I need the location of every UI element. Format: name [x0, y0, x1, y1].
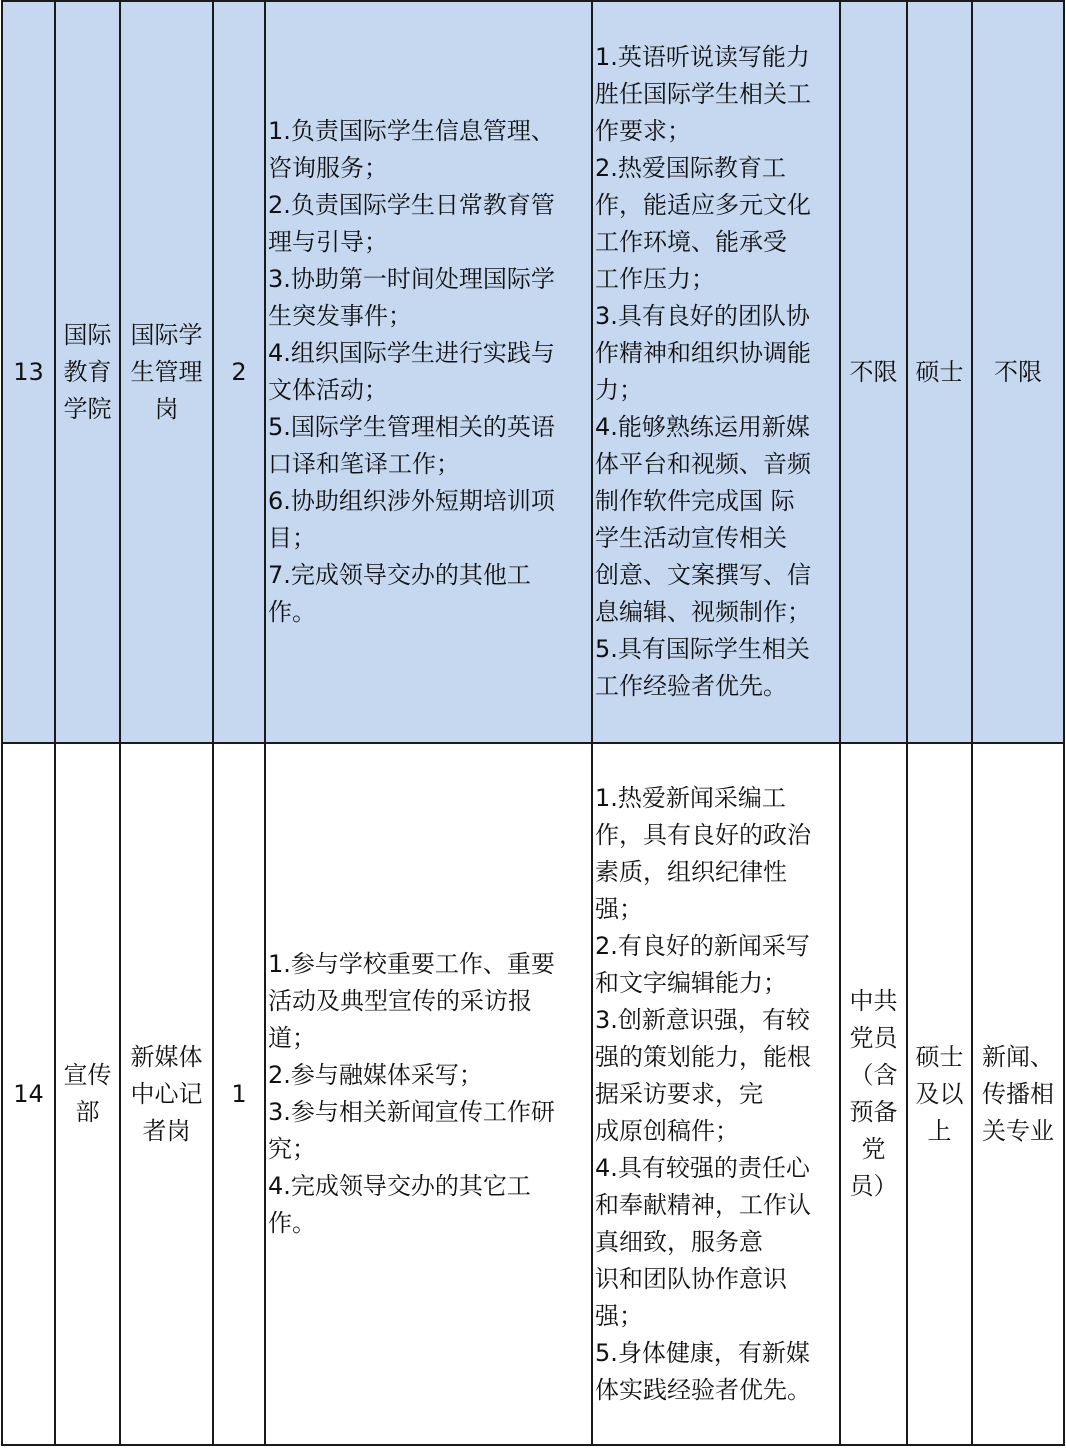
row-number-cell [2, 743, 55, 1445]
table-row [2, 743, 1064, 1445]
headcount: 1 [231, 1079, 247, 1108]
position-cell: 新媒体 中心记 者岗 [120, 743, 213, 1445]
row-number: 13 [13, 357, 44, 386]
major-cell: 不限 [972, 1, 1064, 743]
headcount-cell [213, 1, 265, 743]
department-cell: 国际 教育 学院 [55, 1, 120, 743]
row-number-cell [2, 1, 55, 743]
political-status-cell: 中共 党员 （含 预备 党 员） [840, 743, 907, 1445]
headcount-cell [213, 743, 265, 1445]
headcount: 2 [231, 357, 247, 386]
political-status-cell: 不限 [840, 1, 907, 743]
job-requirements-table [1, 0, 1065, 1446]
degree-cell: 硕士 [907, 1, 972, 743]
requirements-cell: 1.英语听说读写能力 胜任国际学生相关工 作要求； 2.热爱国际教育工 作，能适应多元文化 工作环境、能承受 工作压力； 3.具有良好的团队协 作精神和组织协调能 力； 4.能够熟练运用新媒 体平台和视频、音频 制作软件完成国 际 学生活动宣传相关 创意、文案撰写、信 息编辑、视频制作； 5.具有国际学生相关 工作经验者优先。 [592, 1, 840, 743]
degree-cell: 硕士 及以 上 [907, 743, 972, 1445]
major-cell: 新闻、 传播相 关专业 [972, 743, 1064, 1445]
row-number: 14 [13, 1079, 44, 1108]
requirements-cell: 1.热爱新闻采编工 作，具有良好的政治 素质，组织纪律性 强； 2.有良好的新闻采写 和文字编辑能力； 3.创新意识强，有较 强的策划能力，能根 据采访要求，完 成原创稿件； 4.具有较强的责任心 和奉献精神，工作认 真细致，服务意 识和团队协作意识 强； 5.身体健康，有新媒 体实践经验者优先。 [592, 743, 840, 1445]
duties-cell: 1.参与学校重要工作、重要 活动及典型宣传的采访报 道； 2.参与融媒体采写； 3.参与相关新闻宣传工作研 究； 4.完成领导交办的其它工 作。 [265, 743, 592, 1445]
department-cell: 宣传 部 [55, 743, 120, 1445]
position-cell: 国际学 生管理 岗 [120, 1, 213, 743]
duties-cell: 1.负责国际学生信息管理、 咨询服务； 2.负责国际学生日常教育管 理与引导； 3.协助第一时间处理国际学 生突发事件； 4.组织国际学生进行实践与 文体活动； 5.国际学生管理相关的英语 口译和笔译工作； 6.协助组织涉外短期培训项 目； 7.完成领导交办的其他工 作。 [265, 1, 592, 743]
table-row [2, 1, 1064, 743]
